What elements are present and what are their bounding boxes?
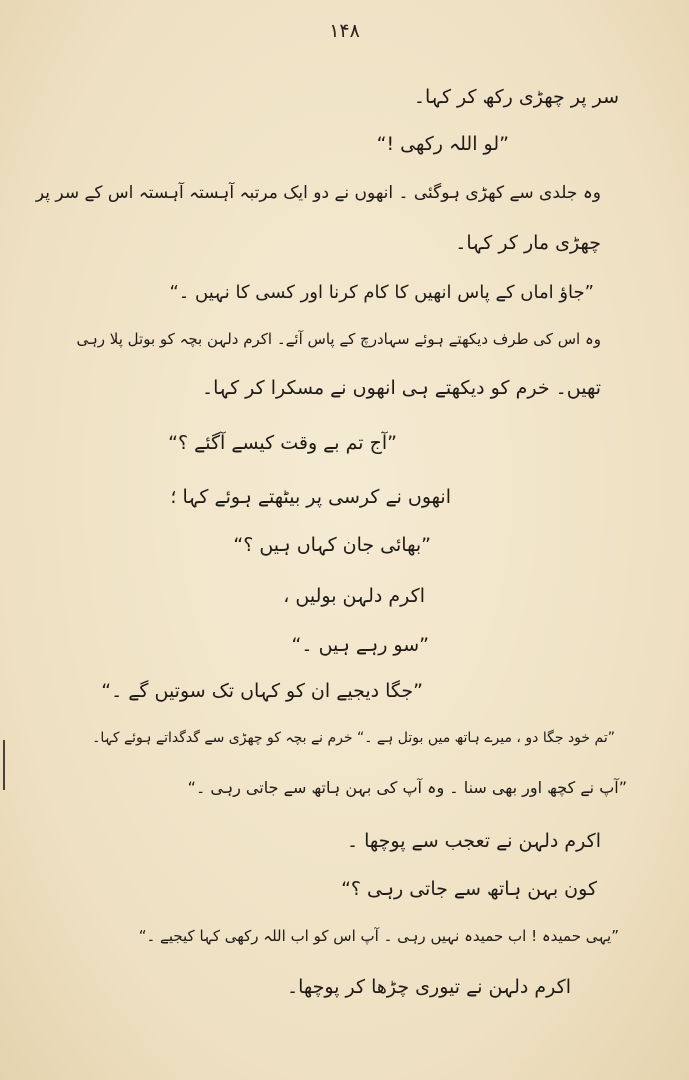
text-line: ”بھائی جان کہاں ہیں ؟“ <box>233 534 431 556</box>
text-line: ”لو اللہ رکھی !“ <box>376 133 509 155</box>
text-line: انھوں نے کرسی پر بیٹھتے ہوئے کہا ؛ <box>170 486 451 508</box>
text-line: اکرم دلہن بولیں ، <box>283 585 425 607</box>
text-line: سر پر چھڑی رکھ کر کہا۔ <box>413 86 619 108</box>
text-line: کون بہن ہاتھ سے جاتی رہی ؟“ <box>341 878 597 900</box>
text-line: ”سو رہے ہیں ۔“ <box>291 634 429 656</box>
text-line: ”جگا دیجیے ان کو کہاں تک سوتیں گے ۔“ <box>101 680 423 702</box>
text-line: اکرم دلہن نے تعجب سے پوچھا ۔ <box>346 830 601 852</box>
margin-mark <box>3 740 10 790</box>
text-line: ”تم خود جگا دو ، میرے ہاتھ میں بوتل ہے ۔“ خرم نے بچہ کو چھڑی سے گدگداتے ہوئے کہا۔ <box>92 730 615 746</box>
text-line: تھیں۔ خرم کو دیکھتے ہی انھوں نے مسکرا کر کہا۔ <box>202 377 601 399</box>
text-line: اکرم دلہن نے تیوری چڑھا کر پوچھا۔ <box>286 976 571 998</box>
page-number: ۱۴۸ <box>329 20 360 42</box>
text-line: وہ جلدی سے کھڑی ہوگئی ۔ انھوں نے دو ایک مرتبہ آہستہ آہستہ اس کے سر پر <box>35 183 601 203</box>
text-line: ”آج تم بے وقت کیسے آگئے ؟“ <box>168 432 397 454</box>
text-line: ”آپ نے کچھ اور بھی سنا ۔ وہ آپ کی بہن ہاتھ سے جاتی رہی ۔“ <box>187 778 627 797</box>
text-line: ”یہی حمیدہ ! اب حمیدہ نہیں رہی ۔ آپ اس کو اب اللہ رکھی کہا کیجیے ۔“ <box>138 927 619 945</box>
text-line: وہ اس کی طرف دیکھتے ہوئے سہادرچ کے پاس آئے۔ اکرم دلہن بچہ کو بوتل پلا رہی <box>76 330 601 348</box>
text-line: ”جاؤ اماں کے پاس انھیں کا کام کرنا اور کسی کا نہیں ۔“ <box>169 282 594 303</box>
text-line: چھڑی مار کر کہا۔ <box>455 232 601 254</box>
